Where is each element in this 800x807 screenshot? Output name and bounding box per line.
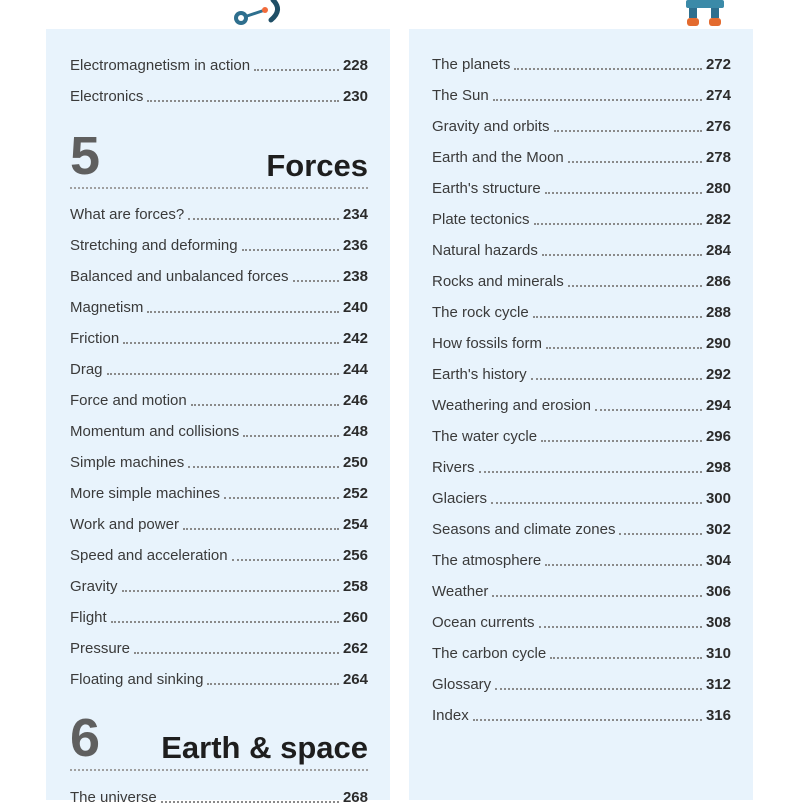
leader-dots xyxy=(188,465,339,468)
leader-dots xyxy=(188,217,339,220)
entry-page: 252 xyxy=(342,485,368,502)
entry-page: 290 xyxy=(705,335,731,352)
entry-page: 294 xyxy=(705,397,731,414)
leader-dots xyxy=(554,129,702,132)
contents-entry[interactable] xyxy=(409,663,753,694)
entry-title: Weather xyxy=(432,583,489,600)
entry-page: 304 xyxy=(705,552,731,569)
contents-entry[interactable] xyxy=(46,410,390,441)
contents-entry[interactable] xyxy=(409,353,753,384)
leader-dots xyxy=(533,315,702,318)
leader-dots xyxy=(545,563,702,566)
entry-title: Gravity xyxy=(70,578,118,595)
leader-dots xyxy=(147,99,339,102)
entry-page: 260 xyxy=(342,609,368,626)
entry-page: 284 xyxy=(705,242,731,259)
contents-entry[interactable] xyxy=(409,167,753,198)
leader-dots xyxy=(293,279,339,282)
contents-entry[interactable] xyxy=(46,348,390,379)
entry-page: 248 xyxy=(342,423,368,440)
contents-entry[interactable] xyxy=(46,627,390,658)
leader-dots xyxy=(134,651,339,654)
leader-dots xyxy=(161,800,339,803)
contents-entry[interactable] xyxy=(409,446,753,477)
entry-title: Plate tectonics xyxy=(432,211,530,228)
section-header-earth-space xyxy=(70,708,368,771)
entry-page: 302 xyxy=(705,521,731,538)
entry-page: 308 xyxy=(705,614,731,631)
entry-title: Ocean currents xyxy=(432,614,535,631)
contents-entry[interactable] xyxy=(409,508,753,539)
contents-entry[interactable] xyxy=(409,601,753,632)
contents-entry[interactable] xyxy=(409,229,753,260)
entry-title: Rivers xyxy=(432,459,475,476)
contents-entry[interactable] xyxy=(409,384,753,415)
entry-title: Glaciers xyxy=(432,490,488,507)
entry-page: 276 xyxy=(705,118,731,135)
leader-dots xyxy=(242,248,339,251)
contents-entry[interactable] xyxy=(46,255,390,286)
entry-page: 258 xyxy=(342,578,368,595)
contents-entry[interactable] xyxy=(46,441,390,472)
contents-entry[interactable] xyxy=(409,291,753,322)
contents-entry[interactable] xyxy=(46,75,390,106)
robot-illustration xyxy=(680,0,730,30)
contents-entry[interactable] xyxy=(409,74,753,105)
entry-title: Magnetism xyxy=(70,299,144,316)
entry-page: 310 xyxy=(705,645,731,662)
entry-page: 300 xyxy=(705,490,731,507)
entry-title: Earth's structure xyxy=(432,180,541,197)
leader-dots xyxy=(111,620,339,623)
leader-dots xyxy=(531,377,702,380)
entry-title: More simple machines xyxy=(70,485,221,502)
entry-page: 306 xyxy=(705,583,731,600)
entry-title: Speed and acceleration xyxy=(70,547,228,564)
entry-title: Earth and the Moon xyxy=(432,149,564,166)
contents-entry[interactable] xyxy=(46,193,390,224)
contents-entry[interactable] xyxy=(46,286,390,317)
contents-entry[interactable] xyxy=(409,260,753,291)
contents-entry[interactable] xyxy=(46,317,390,348)
entry-title: Seasons and climate zones xyxy=(432,521,616,538)
entry-title: Friction xyxy=(70,330,120,347)
contents-entry[interactable] xyxy=(409,539,753,570)
entry-title: The water cycle xyxy=(432,428,538,445)
entry-title: Natural hazards xyxy=(432,242,538,259)
contents-entry[interactable] xyxy=(409,105,753,136)
contents-entry[interactable] xyxy=(46,472,390,503)
entry-title: Drag xyxy=(70,361,103,378)
entry-title: Weathering and erosion xyxy=(432,397,591,414)
entry-title: The rock cycle xyxy=(432,304,529,321)
contents-entry[interactable] xyxy=(46,379,390,410)
contents-entry[interactable] xyxy=(409,136,753,167)
entry-title: The planets xyxy=(432,56,511,73)
entry-page: 316 xyxy=(705,707,731,724)
entry-title: Force and motion xyxy=(70,392,187,409)
entry-title: The atmosphere xyxy=(432,552,542,569)
leader-dots xyxy=(491,501,702,504)
entry-page: 236 xyxy=(342,237,368,254)
leader-dots xyxy=(232,558,339,561)
contents-entry[interactable] xyxy=(409,477,753,508)
contents-entry[interactable] xyxy=(46,224,390,255)
entry-title: Rocks and minerals xyxy=(432,273,564,290)
leader-dots xyxy=(493,98,702,101)
section-title: Forces xyxy=(266,148,368,183)
leader-dots xyxy=(224,496,339,499)
entry-page: 244 xyxy=(342,361,368,378)
entry-page: 292 xyxy=(705,366,731,383)
entry-title: Electromagnetism in action xyxy=(70,57,251,74)
entry-page: 254 xyxy=(342,516,368,533)
contents-entry[interactable] xyxy=(409,198,753,229)
entry-title: Gravity and orbits xyxy=(432,118,550,135)
leader-dots xyxy=(107,372,339,375)
leader-dots xyxy=(243,434,339,437)
contents-entry[interactable] xyxy=(46,44,390,75)
contents-entry[interactable] xyxy=(46,565,390,596)
entry-page: 238 xyxy=(342,268,368,285)
contents-entry[interactable] xyxy=(409,322,753,353)
entry-page: 296 xyxy=(705,428,731,445)
entry-page: 250 xyxy=(342,454,368,471)
leader-dots xyxy=(514,67,702,70)
leader-dots xyxy=(207,682,339,685)
leader-dots xyxy=(122,589,339,592)
leader-dots xyxy=(147,310,339,313)
leader-dots xyxy=(191,403,339,406)
entry-title: Stretching and deforming xyxy=(70,237,238,254)
entry-title: Pressure xyxy=(70,640,131,657)
entry-title: Floating and sinking xyxy=(70,671,204,688)
entry-title: Simple machines xyxy=(70,454,185,471)
leader-dots xyxy=(479,470,702,473)
section-number: 5 xyxy=(70,126,101,186)
entry-page: 234 xyxy=(342,206,368,223)
contents-entry[interactable] xyxy=(409,694,753,725)
entry-title: Electronics xyxy=(70,88,144,105)
leader-dots xyxy=(542,253,702,256)
right-contents-column xyxy=(409,29,753,800)
leader-dots xyxy=(568,160,702,163)
contents-entry[interactable] xyxy=(46,596,390,627)
contents-entry[interactable] xyxy=(409,570,753,601)
section-number: 6 xyxy=(70,708,101,768)
section-title: Earth & space xyxy=(161,730,368,765)
leader-dots xyxy=(473,718,702,721)
leader-dots xyxy=(183,527,339,530)
entry-page: 298 xyxy=(705,459,731,476)
entry-page: 312 xyxy=(705,676,731,693)
leader-dots xyxy=(492,594,702,597)
entry-title: Balanced and unbalanced forces xyxy=(70,268,289,285)
leader-dots xyxy=(541,439,702,442)
leader-dots xyxy=(568,284,702,287)
leader-dots xyxy=(534,222,702,225)
entry-title: The carbon cycle xyxy=(432,645,547,662)
entry-page: 286 xyxy=(705,273,731,290)
entry-title: The universe xyxy=(70,789,157,806)
entry-title: How fossils form xyxy=(432,335,543,352)
contents-entry[interactable] xyxy=(409,415,753,446)
entry-page: 272 xyxy=(705,56,731,73)
entry-page: 242 xyxy=(342,330,368,347)
leader-dots xyxy=(539,625,702,628)
entry-page: 256 xyxy=(342,547,368,564)
entry-title: Flight xyxy=(70,609,107,626)
contents-entry[interactable] xyxy=(46,503,390,534)
entry-page: 240 xyxy=(342,299,368,316)
entry-page: 288 xyxy=(705,304,731,321)
entry-title: Work and power xyxy=(70,516,179,533)
entry-page: 264 xyxy=(342,671,368,688)
leader-dots xyxy=(546,346,702,349)
entry-title: Momentum and collisions xyxy=(70,423,240,440)
entry-title: What are forces? xyxy=(70,206,185,223)
left-contents-column xyxy=(46,29,390,806)
contents-entry[interactable] xyxy=(46,658,390,689)
entry-title: The Sun xyxy=(432,87,489,104)
contents-entry[interactable] xyxy=(46,534,390,565)
entry-title: Glossary xyxy=(432,676,492,693)
contents-entry[interactable] xyxy=(46,776,390,807)
entry-page: 246 xyxy=(342,392,368,409)
contents-entry[interactable] xyxy=(409,43,753,74)
entry-page: 278 xyxy=(705,149,731,166)
leader-dots xyxy=(619,532,702,535)
leader-dots xyxy=(550,656,702,659)
entry-page: 268 xyxy=(342,789,368,806)
leader-dots xyxy=(595,408,702,411)
leader-dots xyxy=(123,341,339,344)
contents-entry[interactable] xyxy=(409,632,753,663)
entry-page: 274 xyxy=(705,87,731,104)
entry-title: Index xyxy=(432,707,469,724)
entry-page: 230 xyxy=(342,88,368,105)
entry-page: 282 xyxy=(705,211,731,228)
leader-dots xyxy=(495,687,702,690)
leader-dots xyxy=(254,68,339,71)
entry-page: 228 xyxy=(342,57,368,74)
entry-page: 280 xyxy=(705,180,731,197)
character-illustration xyxy=(225,0,295,30)
section-header-forces xyxy=(70,126,368,189)
entry-page: 262 xyxy=(342,640,368,657)
leader-dots xyxy=(545,191,702,194)
entry-title: Earth's history xyxy=(432,366,527,383)
